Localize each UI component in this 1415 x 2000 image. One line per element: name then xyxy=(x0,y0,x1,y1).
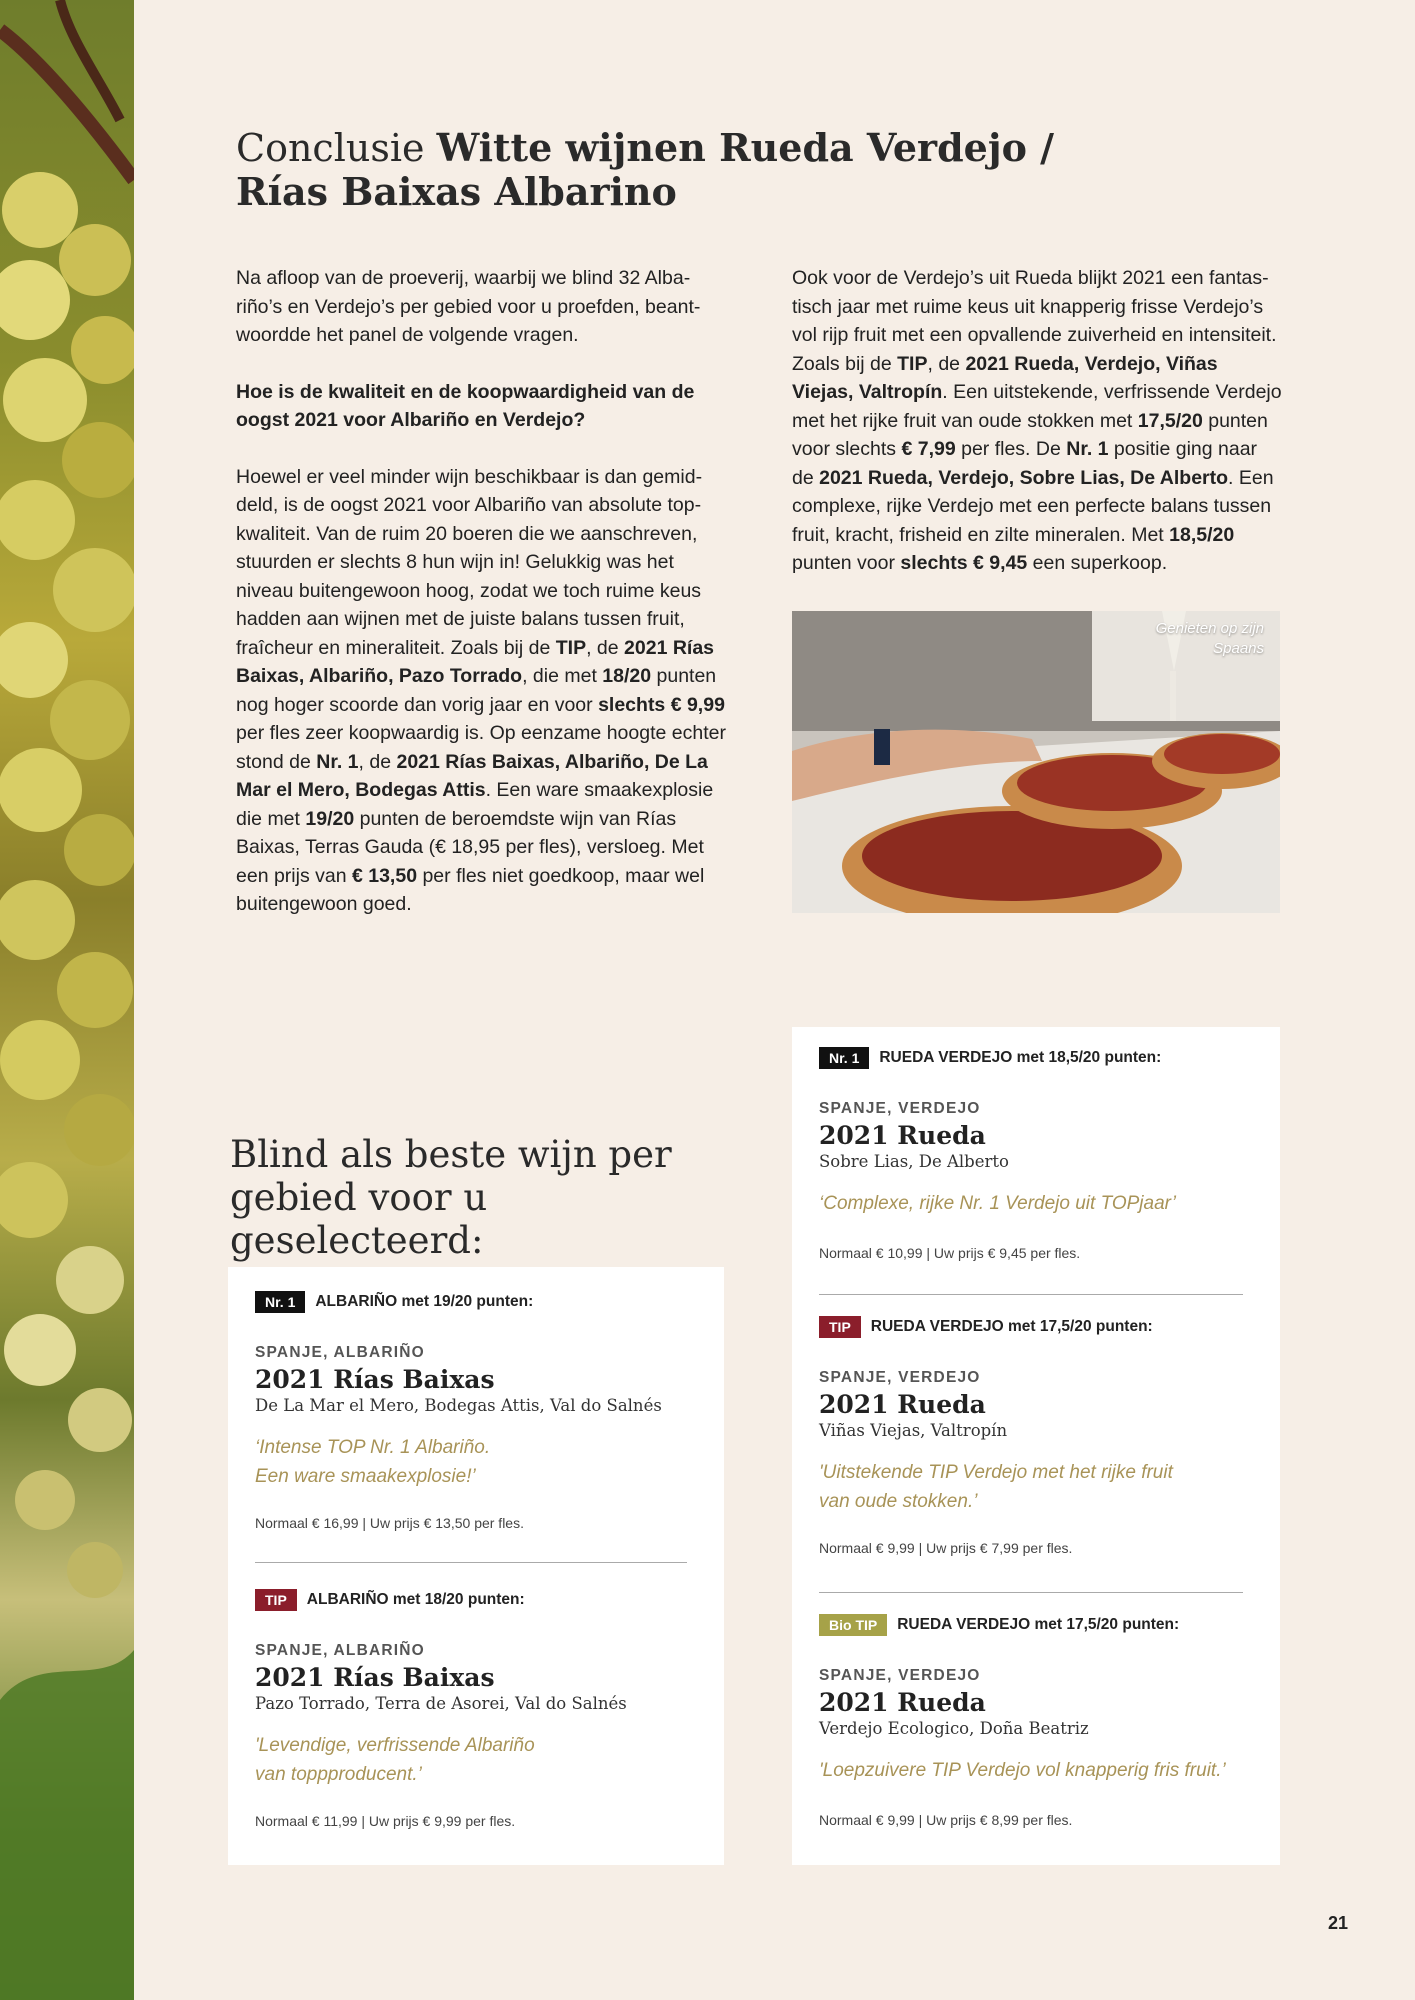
verdejo-paragraph: Ook voor de Verdejo’s uit Rueda blijkt 2021 een fantastisch jaar met ruime keus uit knapperig frisse Verdejo’s vol rijp fruit met een opvallende zuiverheid en intensiteit. Zoals bij de TIP, de 2021 Rueda, Verdejo, Viñas Viejas, Valtropín. Een uitstekende, verfrissende Verdejo met het rijke fruit van oude stokken met 17,5/20 punten voor slechts € 7,99 per fles. De Nr. 1 positie ging naar de 2021 Rueda, Verdejo, Sobre Lias, De Alberto. Een complexe, rijke Verdejo met een perfecte balans tussen fruit, kracht, frisheid en zilte mineralen. Met 18,5/20 punten voor slechts € 9,45 een superkoop. xyxy=(792,267,1282,574)
category-score: RUEDA VERDEJO met 17,5/20 punten: xyxy=(897,1616,1180,1633)
wine-price: Normaal € 16,99 | Uw prijs € 13,50 per fles. xyxy=(255,1515,524,1531)
rank-badge: Nr. 1 xyxy=(819,1047,869,1069)
wine-entry xyxy=(255,1291,694,1531)
category-score: ALBARIÑO met 19/20 punten: xyxy=(315,1293,534,1310)
verdejo-wine-card xyxy=(792,1027,1280,1865)
tapas-photo xyxy=(792,611,1280,913)
wine-producer: Verdejo Ecologico, Doña Beatriz xyxy=(819,1719,1089,1738)
wine-entry-header xyxy=(819,1316,1250,1338)
wine-entry xyxy=(819,1614,1250,1828)
category-score: RUEDA VERDEJO met 17,5/20 punten: xyxy=(870,1318,1153,1335)
question-heading: Hoe is de kwaliteit en de koopwaardigheid van de oogst 2021 voor Albariño en Verdejo? xyxy=(236,380,695,431)
wine-region: SPANJE, ALBARIÑO xyxy=(255,1344,425,1361)
wine-quote: ‘Intense TOP Nr. 1 Albariño. Een ware smaakexplosie!’ xyxy=(255,1437,491,1487)
bio-tip-badge: Bio TIP xyxy=(819,1614,887,1636)
intro-paragraph: Na afloop van de proeverij, waarbij we blind 32 Albariño’s en Verdejo’s per gebied voor u proefden, beantwoordde het panel de volgende vragen. xyxy=(236,267,701,346)
card-divider xyxy=(819,1592,1243,1593)
card-divider xyxy=(819,1294,1243,1295)
wine-producer: De La Mar el Mero, Bodegas Attis, Val do Salnés xyxy=(255,1396,662,1415)
tip-badge: TIP xyxy=(819,1316,861,1338)
wine-quote: 'Uitstekende TIP Verdejo met het rijke fruit van oude stokken.’ xyxy=(819,1462,1173,1512)
right-text-column xyxy=(792,264,1282,606)
wine-quote: 'Loepzuivere TIP Verdejo vol knapperig fris fruit.’ xyxy=(819,1760,1226,1781)
page-number: 21 xyxy=(1328,1913,1349,1933)
category-score: ALBARIÑO met 18/20 punten: xyxy=(306,1591,525,1608)
tip-badge: TIP xyxy=(255,1589,297,1611)
category-score: RUEDA VERDEJO met 18,5/20 punten: xyxy=(879,1049,1162,1066)
wine-name: 2021 Rueda xyxy=(819,1688,986,1717)
wine-name: 2021 Rías Baixas xyxy=(255,1663,495,1692)
answer-paragraph: Hoewel er veel minder wijn beschikbaar is dan gemiddeld, is de oogst 2021 voor Albariño van absolute topkwaliteit. Van de ruim 20 boeren die we aanschreven, stuurden er slechts 8 hun wijn in! Gelukkig was het niveau buitengewoon hoog, zodat we toch ruime keus hadden aan wijnen met de juiste balans tussen fruit, fraîcheur en mineraliteit. Zoals bij de TIP, de 2021 Rías Baixas, Albariño, Pazo Torrado, die met 18/20 punten nog hoger scoorde dan vorig jaar en voor slechts € 9,99 per fles zeer koopwaardig is. Op eenzame hoogte echter stond de Nr. 1, de 2021 Rías Baixas, Albariño, De La Mar el Mero, Bodegas Attis. Een ware smaakexplosie die met 19/20 punten de beroemdste wijn van Rías Baixas, Terras Gauda (€ 18,95 per fles), versloeg. Met een prijs van € 13,50 per fles niet goedkoop, maar wel buitengewoon goed. xyxy=(236,465,726,915)
card-divider xyxy=(255,1562,687,1563)
page-title xyxy=(236,126,1096,214)
wine-producer: Sobre Lias, De Alberto xyxy=(819,1152,1009,1171)
wine-entry xyxy=(819,1047,1250,1261)
wine-price: Normaal € 10,99 | Uw prijs € 9,45 per fles. xyxy=(819,1244,1081,1261)
grape-photo-strip xyxy=(0,0,134,2000)
wine-region: SPANJE, ALBARIÑO xyxy=(255,1642,425,1659)
albarino-wine-card xyxy=(228,1267,724,1865)
wine-quote: 'Levendige, verfrissende Albariño van toppproducent.’ xyxy=(255,1735,535,1785)
wine-region: SPANJE, VERDEJO xyxy=(819,1100,981,1117)
rank-badge: Nr. 1 xyxy=(255,1291,305,1313)
title-light: Conclusie xyxy=(236,126,437,170)
wine-producer: Viñas Viejas, Valtropín xyxy=(819,1421,1008,1440)
wine-entry xyxy=(255,1589,694,1829)
title-bold-line2: Rías Baixas Albarino xyxy=(236,169,677,214)
title-bold-line1: Witte wijnen Rueda Verdejo / xyxy=(436,125,1055,170)
wine-entry-header xyxy=(255,1291,694,1313)
wine-producer: Pazo Torrado, Terra de Asorei, Val do Salnés xyxy=(255,1694,627,1713)
photo-caption: Genieten op zijn Spaans xyxy=(1155,620,1264,657)
wine-name: 2021 Rueda xyxy=(819,1121,986,1150)
wine-entry-header xyxy=(819,1614,1250,1636)
left-text-column xyxy=(236,264,726,947)
wine-name: 2021 Rías Baixas xyxy=(255,1365,495,1394)
wine-region: SPANJE, VERDEJO xyxy=(819,1369,981,1386)
wine-price: Normaal € 11,99 | Uw prijs € 9,99 per fles. xyxy=(255,1813,516,1829)
wine-entry-header xyxy=(819,1047,1250,1069)
wine-name: 2021 Rueda xyxy=(819,1390,986,1419)
wine-price: Normaal € 9,99 | Uw prijs € 8,99 per fles. xyxy=(819,1811,1073,1828)
wine-entry xyxy=(819,1316,1250,1556)
selected-wines-heading: Blind als beste wijn per gebied voor u geselecteerd: xyxy=(230,1133,672,1262)
wine-entry-header xyxy=(255,1589,694,1611)
grape-illustration xyxy=(0,0,134,2000)
wine-quote: ‘Complexe, rijke Nr. 1 Verdejo uit TOPjaar’ xyxy=(819,1193,1176,1214)
wine-price: Normaal € 9,99 | Uw prijs € 7,99 per fles. xyxy=(819,1540,1073,1556)
wine-region: SPANJE, VERDEJO xyxy=(819,1667,981,1684)
